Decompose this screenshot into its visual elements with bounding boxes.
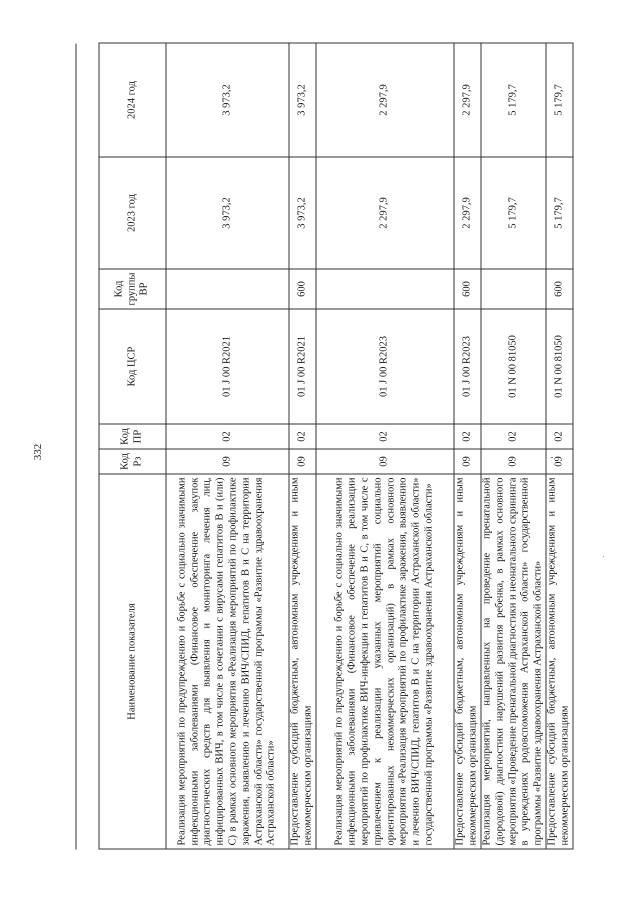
row-2023: 5 179,7 — [481, 157, 546, 269]
row-pr: 02 — [546, 424, 573, 449]
row-name: Предоставление субсидий бюджетным, автономным учреждениям и иным некоммерческим организациям — [289, 474, 316, 849]
row-csr: 01 J 00 R2021 — [289, 309, 316, 424]
row-2023: 5 179,7 — [546, 157, 573, 269]
row-rz: 09 — [546, 449, 573, 474]
row-pr: 02 — [316, 424, 454, 449]
row-name: Реализация мероприятий по предупреждению и борьбе с социально значимыми инфекционными заболеваниями (Финансовое обеспечение закупок диагностических средств для выявления и мониторинга лечения лиц, инфицированных ВИЧ, в том числе в сочетании с вирусами гепатитов В и (или) С) в рамках основного мероприятия «Реализация мероприятий по профилактике заражения, выявлению и лечению ВИЧ/СПИД, гепатитов В и С на территории Астраханской области» государственной программы «Развитие здравоохранения Астраханской области» — [166, 474, 289, 849]
column-header-pr: Код ПР — [99, 424, 166, 449]
row-name: Реализация мероприятий по предупреждению и борьбе с социально значимыми инфекционными заболеваниями (Финансовое обеспечение реализации мероприятий по профилактике ВИЧ-инфекции и гепатитов В и С, в том числе с привлечением к реализации указанных мероприятий социально ориентированных некоммерческих организаций) в рамках основного мероприятия «Реализация мероприятий по профилактике заражения, выявлению и лечению ВИЧ/СПИД, гепатитов В и С на территории Астраханской области» государственной программы «Развитие здравоохранения Астраханской области» — [316, 474, 454, 849]
row-pr: 02 — [454, 424, 481, 449]
row-2023: 2 297,9 — [316, 157, 454, 269]
row-rz: 09 — [166, 449, 289, 474]
column-header-csr: Код ЦСР — [99, 309, 166, 424]
column-header-rz: Код Рз — [99, 449, 166, 474]
table-row — [316, 43, 454, 849]
table-row — [454, 43, 481, 849]
row-name: Предоставление субсидий бюджетным, автономным учреждениям и иным некоммерческим организациям — [454, 474, 481, 849]
row-2024: 2 297,9 — [454, 43, 481, 157]
row-csr: 01 N 00 81050 — [481, 309, 546, 424]
row-pr: 02 — [289, 424, 316, 449]
row-rz: 09 — [454, 449, 481, 474]
row-csr: 01 J 00 R2021 — [166, 309, 289, 424]
row-pr: 02 — [481, 424, 546, 449]
row-2023: 3 973,2 — [289, 157, 316, 269]
budget-table — [99, 42, 574, 849]
table-row — [481, 43, 546, 849]
row-2023: 3 973,2 — [166, 157, 289, 269]
row-rz: 09 — [481, 449, 546, 474]
column-header-name: Наименование показателя — [99, 474, 166, 849]
row-pr: 02 — [166, 424, 289, 449]
row-csr: 01 N 00 81050 — [546, 309, 573, 424]
row-csr: 01 J 00 R2023 — [454, 309, 481, 424]
row-vr: 600 — [289, 269, 316, 309]
row-2024: 2 297,9 — [316, 43, 454, 157]
table-row — [546, 43, 573, 849]
row-2024: 5 179,7 — [546, 43, 573, 157]
row-vr — [481, 269, 546, 309]
row-2024: 3 973,2 — [166, 43, 289, 157]
row-csr: 01 J 00 R2023 — [316, 309, 454, 424]
row-vr: 600 — [546, 269, 573, 309]
column-header-2023: 2023 год — [99, 157, 166, 269]
row-vr: 600 — [454, 269, 481, 309]
rotated-table-area — [99, 43, 571, 849]
row-name: Предоставление субсидий бюджетным, автономным учреждениям и иным некоммерческим организациям — [546, 474, 573, 849]
row-rz: 09 — [289, 449, 316, 474]
table-header-row — [99, 43, 166, 849]
row-2024: 5 179,7 — [481, 43, 546, 157]
row-2024: 3 973,2 — [289, 43, 316, 157]
scan-speck — [603, 556, 604, 557]
row-name: Реализация мероприятий, направленных на проведение пренатальной (дородовой) диагностики нарушений развития ребенка, в рамках основного мероприятия «Проведение пренатальной диагностики и неонатального скрининга в учреждениях родовспоможения Астраханской области» государственной программы «Развитие здравоохранения Астраханской области» — [481, 474, 546, 849]
row-2023: 2 297,9 — [454, 157, 481, 269]
page-number: 332 — [32, 443, 44, 461]
row-rz: 09 — [316, 449, 454, 474]
table-row — [289, 43, 316, 849]
column-header-2024: 2024 год — [99, 43, 166, 157]
row-vr — [316, 269, 454, 309]
column-header-vr: Код группы ВР — [99, 269, 166, 309]
row-vr — [166, 269, 289, 309]
table-row — [166, 43, 289, 849]
bottom-rule — [76, 43, 77, 849]
